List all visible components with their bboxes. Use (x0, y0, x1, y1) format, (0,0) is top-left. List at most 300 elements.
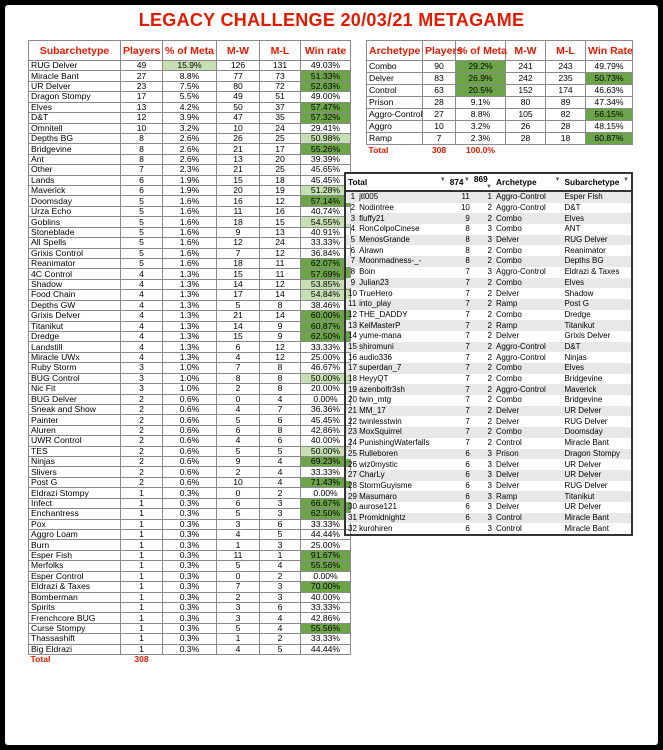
meta-percent: 26.9% (456, 73, 506, 85)
subarchetype-row (29, 363, 351, 373)
subarchetype-name: Shadow (29, 279, 121, 289)
matches-lost: 12 (260, 352, 301, 362)
subarchetype-row (29, 467, 351, 477)
matches-won: 2 (217, 384, 260, 394)
win-rate: 45.65% (301, 165, 351, 175)
rank: 14 (348, 331, 357, 341)
matches-won: 7 (217, 363, 260, 373)
player-row (345, 363, 632, 374)
player-name: KelMasterP (357, 320, 448, 331)
subarchetype: Elves (562, 278, 632, 289)
rank: 6 (350, 245, 356, 255)
matches-lost: 2 (260, 571, 301, 581)
points-874: 10 (460, 203, 470, 213)
matches-lost: 13 (260, 227, 301, 237)
matches-lost: 2 (260, 488, 301, 498)
matches-won: 4 (217, 644, 260, 654)
subarchetype-name: Grixis Delver (29, 311, 121, 321)
subarchetype-name: Depths GW (29, 300, 121, 310)
filter-dropdown-icon[interactable]: ▼ (486, 184, 492, 190)
matches-lost: 8 (260, 373, 301, 383)
win-rate: 38.46% (301, 300, 351, 310)
player-name: Moonmadness-_- (357, 256, 448, 267)
matches-lost: 4 (260, 394, 301, 404)
matches-lost: 18 (546, 133, 586, 145)
win-rate: 33.33% (301, 519, 351, 529)
total-label: Total (30, 654, 51, 665)
points-869: 2 (472, 406, 494, 417)
matches-won: 47 (217, 113, 260, 123)
rank: 13 (345, 320, 357, 331)
players-count: 1 (121, 634, 163, 644)
subarchetype-name: RUG Delver (29, 61, 121, 71)
rank: 30 (348, 502, 357, 512)
subarchetype-row (29, 540, 351, 550)
win-rate: 40.74% (301, 206, 351, 216)
subarchetype-header-cell: Players (121, 41, 163, 61)
meta-percent: 0.6% (163, 425, 217, 435)
archetype: Ramp (494, 491, 562, 502)
matches-lost: 4 (260, 561, 301, 571)
subarchetype-name: Doomsday (29, 196, 121, 206)
subarchetype-name: BUG Control (29, 373, 121, 383)
subarchetype-row (29, 102, 351, 112)
win-rate: 69.23% (301, 457, 351, 467)
win-rate: 49.03% (301, 61, 351, 71)
matches-won: 7 (217, 582, 260, 592)
points-869: 2 (472, 363, 494, 374)
player-row (345, 406, 632, 417)
matches-lost: 28 (546, 121, 586, 133)
players-count: 1 (121, 602, 163, 612)
win-rate: 57.32% (301, 113, 351, 123)
player-name: MoxSquirrel (357, 427, 448, 438)
meta-percent: 0.3% (163, 488, 217, 498)
matches-lost: 4 (260, 467, 301, 477)
win-rate: 33.33% (301, 602, 351, 612)
subarchetype-header-cell: M-L (260, 41, 301, 61)
subarchetype-row (29, 519, 351, 529)
players-count: 17 (121, 92, 163, 102)
filter-dropdown-icon[interactable]: ▼ (439, 177, 446, 183)
points-869: 3 (472, 491, 494, 502)
meta-percent: 1.3% (163, 342, 217, 352)
win-rate: 50.00% (301, 373, 351, 383)
subarchetype: ANT (564, 224, 581, 234)
subarchetype-row (29, 227, 351, 237)
meta-percent: 0.6% (163, 415, 217, 425)
matches-won: 16 (217, 196, 260, 206)
matches-lost: 37 (260, 102, 301, 112)
points-869: 3 (472, 449, 494, 460)
archetype: Delver (496, 480, 520, 490)
subarchetype-row (29, 269, 351, 279)
rank: 7 (345, 256, 357, 267)
points-874: 7 (448, 320, 472, 331)
subarchetype-name: Goblins (29, 217, 121, 227)
win-rate: 55.56% (301, 561, 351, 571)
matches-lost: 25 (260, 133, 301, 143)
matches-won: 3 (217, 613, 260, 623)
rank: 3 (345, 213, 357, 224)
subarchetype-row (29, 175, 351, 185)
subarchetype: Reanimator (564, 245, 606, 255)
player-row (345, 459, 632, 470)
win-rate: 49.79% (586, 61, 633, 73)
matches-lost: 72 (260, 81, 301, 91)
points-869: 2 (472, 213, 494, 224)
archetype-table (366, 40, 633, 155)
meta-percent: 5.5% (163, 92, 217, 102)
subarchetype-row (29, 488, 351, 498)
subarchetype-row (29, 457, 351, 467)
empty-cell (260, 655, 301, 665)
player-row (345, 278, 632, 289)
subarchetype-row (29, 165, 351, 175)
meta-percent: 0.3% (163, 602, 217, 612)
subarchetype-name: Aggro Loam (29, 529, 121, 539)
players-count: 1 (121, 571, 163, 581)
players-count: 5 (121, 227, 163, 237)
matches-won: 26 (506, 121, 546, 133)
player-name: Alrawn (359, 245, 384, 255)
matches-won: 26 (217, 133, 260, 143)
subarchetype-name: Enchantress (29, 509, 121, 519)
points-874: 8 (465, 224, 470, 234)
subarchetype-name: Ant (29, 154, 121, 164)
subarchetype-name: Stoneblade (29, 227, 121, 237)
player-name: into_play (357, 299, 448, 310)
subarchetype: Miracle Bant (562, 513, 632, 524)
rank: 22 (348, 416, 357, 426)
points-874: 7 (448, 342, 472, 353)
players-count: 3 (121, 373, 163, 383)
meta-percent: 1.6% (163, 259, 217, 269)
matches-won: 1 (217, 540, 260, 550)
points-869: 2 (487, 395, 492, 405)
subarchetype: Titanikut (562, 320, 632, 331)
players-table-body (345, 191, 632, 535)
points-874: 7 (465, 438, 470, 448)
matches-won: 4 (217, 436, 260, 446)
points-869: 2 (472, 342, 494, 353)
page-title: LEGACY CHALLENGE 20/03/21 METAGAME (138, 10, 525, 30)
points-874: 7 (448, 363, 472, 374)
subarchetype-name: UWR Control (29, 436, 121, 446)
players-count: 27 (121, 71, 163, 81)
subarchetype-name: Miracle Bant (29, 71, 121, 81)
subarchetype: Miracle Bant (564, 523, 609, 533)
subarchetype-row (29, 623, 351, 633)
points-869: 2 (472, 384, 494, 395)
subarchetype-table-body (29, 61, 351, 665)
player-row (345, 299, 632, 310)
subarchetype-name: Curse Stompy (29, 623, 121, 633)
archetype-header-row (367, 41, 633, 61)
points-869: 3 (472, 235, 494, 246)
players-count: 10 (121, 123, 163, 133)
subarchetype-row (29, 92, 351, 102)
meta-percent: 0.3% (163, 582, 217, 592)
matches-won: 21 (217, 144, 260, 154)
points-874: 7 (465, 374, 470, 384)
points-869: 2 (487, 374, 492, 384)
archetype: Aggro-Control (496, 352, 546, 362)
subarchetype-row (29, 373, 351, 383)
meta-percent: 0.3% (163, 529, 217, 539)
win-rate: 33.33% (301, 238, 351, 248)
meta-percent: 1.3% (163, 352, 217, 362)
players-count: 90 (423, 61, 456, 73)
matches-won: 3 (217, 602, 260, 612)
win-rate: 42.86% (301, 425, 351, 435)
rank: 32 (348, 523, 357, 533)
subarchetype-row (29, 415, 351, 425)
rank: 11 (345, 299, 357, 310)
matches-won: 5 (217, 300, 260, 310)
meta-percent: 8.8% (163, 71, 217, 81)
win-rate: 0.00% (301, 394, 351, 404)
points-874: 6 (448, 470, 472, 481)
player-name: kurohiren (359, 523, 393, 533)
players-count: 1 (121, 550, 163, 560)
players-header-869[interactable]: 869 ▼ (473, 174, 492, 190)
points-869: 1 (472, 191, 494, 203)
archetype-row (367, 85, 633, 97)
win-rate: 47.34% (586, 97, 633, 109)
player-name: RonColpoCinese (359, 224, 420, 234)
players-count: 5 (121, 248, 163, 258)
matches-lost: 4 (260, 477, 301, 487)
meta-percent: 0.6% (163, 404, 217, 414)
archetype: Ramp (494, 299, 562, 310)
points-869: 3 (472, 470, 494, 481)
matches-lost: 3 (260, 592, 301, 602)
players-header-subarchetype[interactable]: Subarchetype ▼ (562, 173, 632, 191)
players-count: 2 (121, 404, 163, 414)
player-row (345, 491, 632, 502)
filter-dropdown-icon[interactable]: ▼ (554, 177, 561, 183)
subarchetype-row (29, 113, 351, 123)
subarchetype-name: Elves (29, 102, 121, 112)
rank: 29 (345, 491, 357, 502)
total-players: 308 (134, 654, 149, 665)
subarchetype-row (29, 498, 351, 508)
players-count: 2 (121, 436, 163, 446)
subarchetype-name: Aluren (29, 425, 121, 435)
matches-won: 11 (217, 206, 260, 216)
subarchetype: Titanikut (562, 491, 632, 502)
archetype-name: Prison (367, 97, 423, 109)
player-row (345, 384, 632, 395)
subarchetype-row (29, 425, 351, 435)
players-header-total[interactable]: Total ▼ (345, 173, 448, 191)
matches-lost: 3 (260, 540, 301, 550)
subarchetype-name: Bridgevine (29, 144, 121, 154)
points-874: 7 (465, 267, 470, 277)
matches-won: 14 (217, 279, 260, 289)
subarchetype-row (29, 446, 351, 456)
matches-lost: 4 (260, 613, 301, 623)
matches-lost: 3 (260, 509, 301, 519)
points-874: 6 (448, 513, 472, 524)
subarchetype-row (29, 61, 351, 71)
players-count: 13 (121, 102, 163, 112)
win-rate: 50.98% (301, 133, 351, 143)
players-header-archetype[interactable]: Archetype ▼ (494, 173, 562, 191)
subarchetype-row (29, 634, 351, 644)
players-count: 3 (121, 363, 163, 373)
archetype: Combo (494, 213, 562, 224)
points-869: 3 (487, 523, 492, 533)
players-count: 63 (423, 85, 456, 97)
subarchetype-row (29, 81, 351, 91)
players-count: 5 (121, 196, 163, 206)
subarchetype-row (29, 290, 351, 300)
filter-dropdown-icon[interactable]: ▼ (463, 177, 470, 183)
matches-lost: 12 (260, 248, 301, 258)
meta-percent: 1.6% (163, 248, 217, 258)
archetype: Delver (496, 459, 520, 469)
meta-percent: 1.3% (163, 321, 217, 331)
subarchetype: UR Delver (562, 406, 632, 417)
win-rate: 50.73% (586, 73, 633, 85)
player-name: HeyyQT (359, 374, 389, 384)
player-name: superdan_7 (357, 363, 448, 374)
matches-lost: 11 (260, 259, 301, 269)
subarchetype-row (29, 582, 351, 592)
matches-lost: 17 (260, 144, 301, 154)
players-count: 1 (121, 529, 163, 539)
win-rate: 44.44% (301, 644, 351, 654)
archetype-header-cell: Players (423, 41, 456, 61)
meta-percent: 3.2% (456, 121, 506, 133)
subarchetype-name: Depths BG (29, 133, 121, 143)
subarchetype-name: Food Chain (29, 290, 121, 300)
subarchetype-name: Infect (29, 498, 121, 508)
players-count: 12 (121, 113, 163, 123)
matches-won: 14 (217, 321, 260, 331)
archetype: Aggro-Control (496, 203, 546, 213)
meta-percent: 3.2% (163, 123, 217, 133)
subarchetype-name: 4C Control (29, 269, 121, 279)
matches-won: 13 (217, 154, 260, 164)
subarchetype-name: Lands (29, 175, 121, 185)
matches-lost: 73 (260, 71, 301, 81)
win-rate: 55.56% (301, 623, 351, 633)
meta-percent: 0.6% (163, 457, 217, 467)
matches-lost: 8 (260, 300, 301, 310)
players-count: 1 (121, 519, 163, 529)
matches-won: 20 (217, 186, 260, 196)
subarchetype-name: Titanikut (29, 321, 121, 331)
matches-won: 18 (217, 259, 260, 269)
matches-won: 77 (217, 71, 260, 81)
subarchetype-name: Dragon Stompy (29, 92, 121, 102)
archetype: Combo (494, 256, 562, 267)
points-869: 3 (487, 224, 492, 234)
meta-percent: 20.5% (456, 85, 506, 97)
subarchetype-row (29, 300, 351, 310)
player-name: azenbolfr3sh (357, 384, 448, 395)
win-rate: 42.86% (301, 613, 351, 623)
subarchetype-row (29, 321, 351, 331)
matches-won: 152 (506, 85, 546, 97)
win-rate: 33.33% (301, 342, 351, 352)
total-label: Total (368, 144, 389, 155)
win-rate: 20.00% (301, 384, 351, 394)
rank: 17 (345, 363, 357, 374)
points-869: 2 (487, 352, 492, 362)
points-874: 7 (465, 331, 470, 341)
player-row (345, 352, 632, 363)
players-header-874[interactable]: 874 ▼ (448, 173, 472, 191)
matches-won: 17 (217, 290, 260, 300)
meta-percent: 4.2% (163, 102, 217, 112)
players-count: 7 (121, 165, 163, 175)
player-name: Promidnightz (357, 513, 448, 524)
players-count: 1 (121, 623, 163, 633)
matches-won: 105 (506, 109, 546, 121)
player-row (345, 502, 632, 513)
subarchetype-total-row (29, 655, 351, 665)
win-rate: 51.28% (301, 186, 351, 196)
archetype: Combo (494, 363, 562, 374)
player-row (345, 374, 632, 385)
subarchetype-name: Bomberman (29, 592, 121, 602)
subarchetype-name: Post G (29, 477, 121, 487)
subarchetype-row (29, 206, 351, 216)
matches-lost: 12 (260, 196, 301, 206)
subarchetype-row (29, 154, 351, 164)
filter-dropdown-icon[interactable]: ▼ (623, 177, 629, 183)
win-rate: 46.67% (301, 363, 351, 373)
player-name: Masumaro (357, 491, 448, 502)
player-row (345, 213, 632, 224)
win-rate: 91.67% (301, 550, 351, 560)
subarchetype-row (29, 259, 351, 269)
matches-won: 4 (217, 529, 260, 539)
rank: 26 (348, 459, 357, 469)
players-count: 1 (121, 509, 163, 519)
matches-lost: 89 (546, 97, 586, 109)
points-869: 2 (487, 288, 492, 298)
rank: 21 (345, 406, 357, 417)
subarchetype: Grixis Delver (564, 331, 611, 341)
players-count: 1 (121, 582, 163, 592)
archetype: Combo (496, 374, 522, 384)
subarchetype: RUG Delver (564, 480, 608, 490)
players-count: 2 (121, 477, 163, 487)
archetype-name: Delver (367, 73, 423, 85)
player-name: shiromuni (357, 342, 448, 353)
players-count: 2 (121, 457, 163, 467)
matches-lost: 12 (260, 279, 301, 289)
win-rate: 50.00% (301, 446, 351, 456)
win-rate: 56.15% (586, 109, 633, 121)
subarchetype-name: All Spells (29, 238, 121, 248)
matches-lost: 7 (260, 404, 301, 414)
points-874: 7 (465, 309, 470, 319)
win-rate: 57.69% (301, 269, 351, 279)
rank: 25 (345, 449, 357, 460)
meta-percent: 2.3% (456, 133, 506, 145)
meta-percent: 2.6% (163, 154, 217, 164)
archetype: Combo (496, 245, 522, 255)
rank: 12 (348, 309, 357, 319)
win-rate: 57.14% (301, 196, 351, 206)
win-rate: 33.33% (301, 467, 351, 477)
